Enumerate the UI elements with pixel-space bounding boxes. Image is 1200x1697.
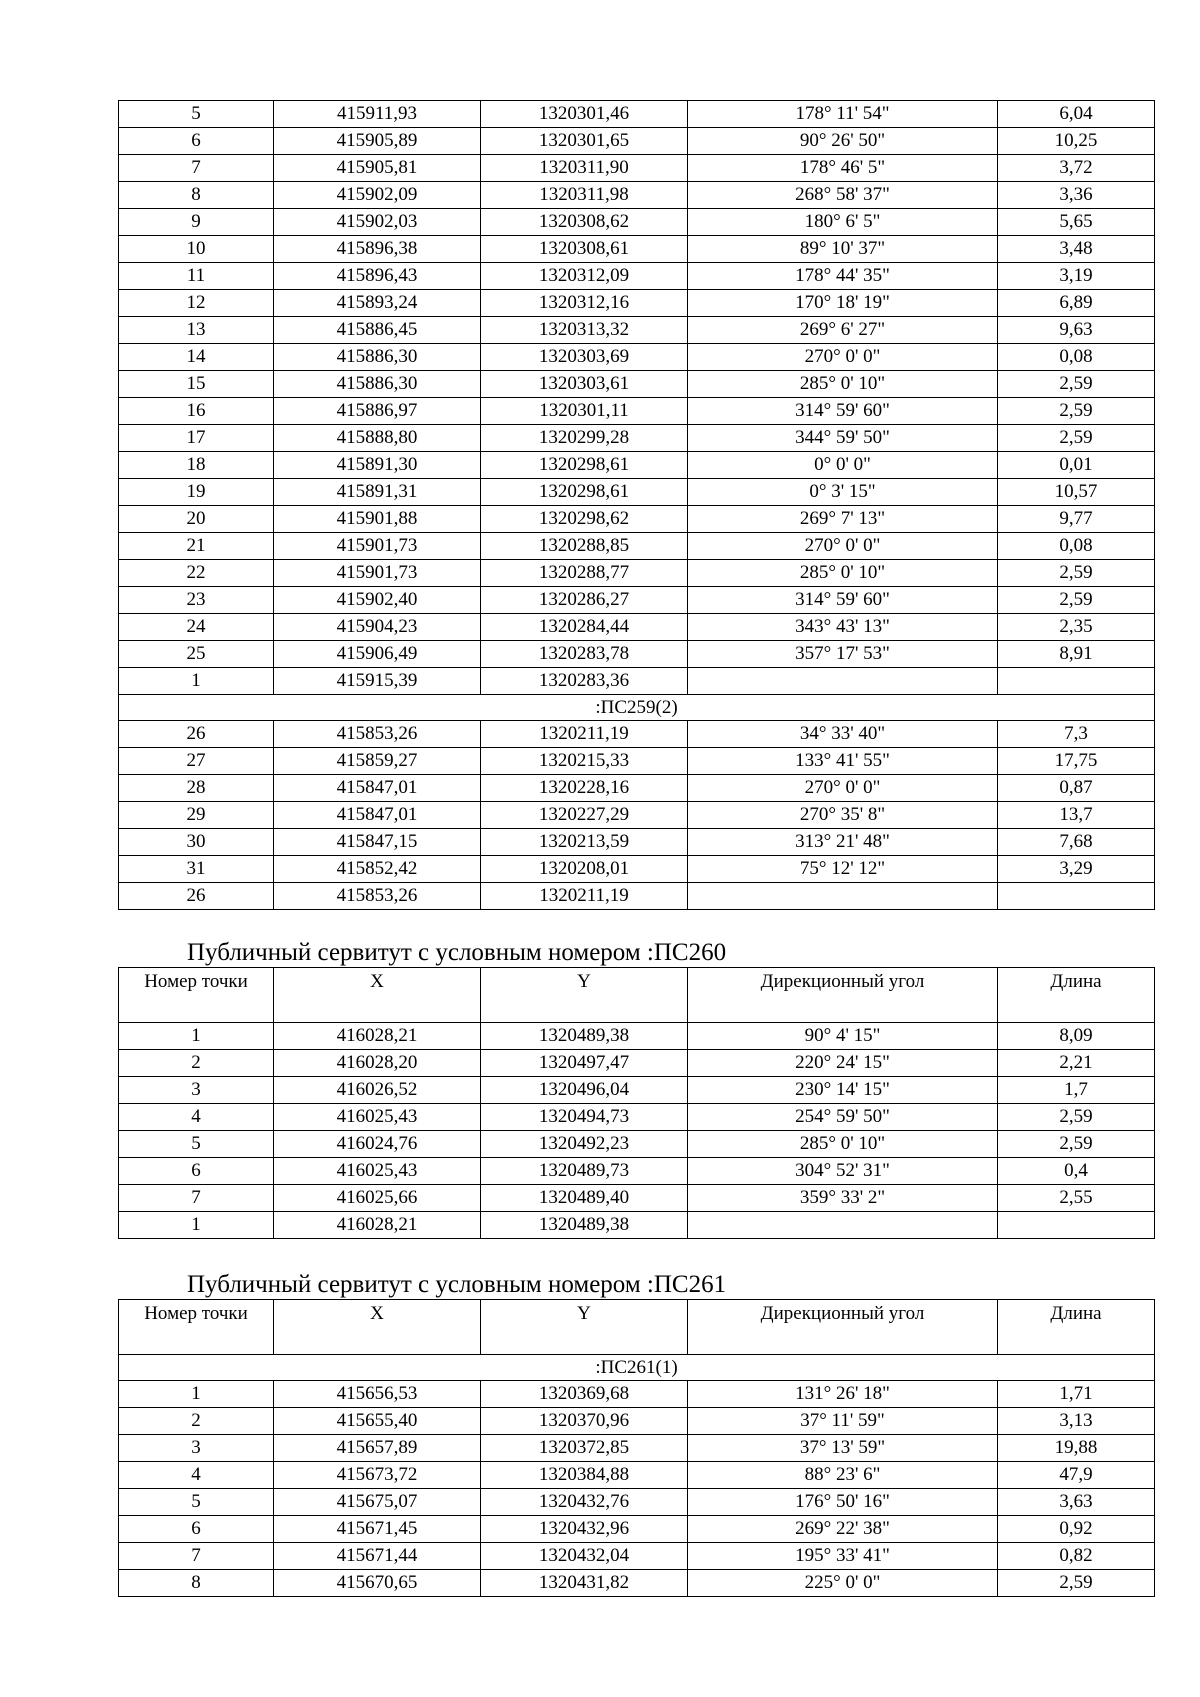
direction-angle-cell: 270° 0' 0"	[688, 533, 998, 560]
x-coordinate-cell: 415886,30	[274, 371, 481, 398]
point-number-cell: 18	[119, 452, 274, 479]
table-header-row	[119, 1300, 1155, 1355]
direction-angle-cell: 178° 46' 5"	[688, 155, 998, 182]
direction-angle-cell: 314° 59' 60"	[688, 398, 998, 425]
x-coordinate-cell: 416025,66	[274, 1185, 481, 1212]
y-coordinate-cell: 1320312,09	[481, 263, 688, 290]
length-cell: 0,08	[998, 533, 1155, 560]
header-y: Y	[481, 1300, 688, 1355]
direction-angle-cell: 90° 26' 50"	[688, 128, 998, 155]
table-row	[119, 560, 1155, 587]
direction-angle-cell: 0° 3' 15"	[688, 479, 998, 506]
direction-angle-cell: 230° 14' 15"	[688, 1077, 998, 1104]
direction-angle-cell: 344° 59' 50"	[688, 425, 998, 452]
header-point-number: Номер точки	[119, 1300, 274, 1355]
y-coordinate-cell: 1320211,19	[481, 883, 688, 910]
x-coordinate-cell: 415901,88	[274, 506, 481, 533]
length-cell: 3,13	[998, 1408, 1155, 1435]
point-number-cell: 20	[119, 506, 274, 533]
length-cell: 7,68	[998, 829, 1155, 856]
y-coordinate-cell: 1320283,36	[481, 668, 688, 695]
length-cell: 3,19	[998, 263, 1155, 290]
point-number-cell: 31	[119, 856, 274, 883]
coordinates-table-ps259-continued	[118, 100, 1155, 910]
direction-angle-cell: 269° 7' 13"	[688, 506, 998, 533]
table-body-rows	[119, 1023, 1155, 1239]
direction-angle-cell: 88° 23' 6"	[688, 1462, 998, 1489]
point-number-cell: 15	[119, 371, 274, 398]
length-cell: 2,21	[998, 1050, 1155, 1077]
table-body-rows-b	[119, 721, 1155, 910]
x-coordinate-cell: 415847,01	[274, 775, 481, 802]
length-cell: 6,04	[998, 101, 1155, 128]
x-coordinate-cell: 415656,53	[274, 1381, 481, 1408]
direction-angle-cell: 269° 6' 27"	[688, 317, 998, 344]
point-number-cell: 9	[119, 209, 274, 236]
header-direction-angle: Дирекционный угол	[688, 1300, 998, 1355]
x-coordinate-cell: 415671,45	[274, 1516, 481, 1543]
x-coordinate-cell: 415888,80	[274, 425, 481, 452]
direction-angle-cell: 313° 21' 48"	[688, 829, 998, 856]
length-cell: 2,59	[998, 371, 1155, 398]
point-number-cell: 6	[119, 128, 274, 155]
point-number-cell: 23	[119, 587, 274, 614]
table-row	[119, 506, 1155, 533]
y-coordinate-cell: 1320308,61	[481, 236, 688, 263]
length-cell: 3,36	[998, 182, 1155, 209]
point-number-cell: 3	[119, 1435, 274, 1462]
table-row	[119, 479, 1155, 506]
x-coordinate-cell: 415852,42	[274, 856, 481, 883]
length-cell: 2,55	[998, 1185, 1155, 1212]
y-coordinate-cell: 1320308,62	[481, 209, 688, 236]
x-coordinate-cell: 415847,15	[274, 829, 481, 856]
x-coordinate-cell: 415673,72	[274, 1462, 481, 1489]
x-coordinate-cell: 415853,26	[274, 883, 481, 910]
table-row	[119, 101, 1155, 128]
direction-angle-cell: 357° 17' 53"	[688, 641, 998, 668]
table-row	[119, 344, 1155, 371]
table-row	[119, 856, 1155, 883]
x-coordinate-cell: 416025,43	[274, 1104, 481, 1131]
direction-angle-cell: 75° 12' 12"	[688, 856, 998, 883]
x-coordinate-cell: 415904,23	[274, 614, 481, 641]
table-row	[119, 1158, 1155, 1185]
direction-angle-cell: 37° 13' 59"	[688, 1435, 998, 1462]
length-cell: 0,82	[998, 1543, 1155, 1570]
y-coordinate-cell: 1320312,16	[481, 290, 688, 317]
length-cell	[998, 1212, 1155, 1239]
x-coordinate-cell: 415896,43	[274, 263, 481, 290]
x-coordinate-cell: 415853,26	[274, 721, 481, 748]
y-coordinate-cell: 1320489,73	[481, 1158, 688, 1185]
point-number-cell: 7	[119, 1185, 274, 1212]
header-direction-angle: Дирекционный угол	[688, 968, 998, 1023]
direction-angle-cell: 176° 50' 16"	[688, 1489, 998, 1516]
direction-angle-cell: 359° 33' 2"	[688, 1185, 998, 1212]
y-coordinate-cell: 1320288,85	[481, 533, 688, 560]
point-number-cell: 19	[119, 479, 274, 506]
point-number-cell: 17	[119, 425, 274, 452]
y-coordinate-cell: 1320489,38	[481, 1023, 688, 1050]
table-row	[119, 371, 1155, 398]
y-coordinate-cell: 1320313,32	[481, 317, 688, 344]
table-row	[119, 1408, 1155, 1435]
table-row	[119, 775, 1155, 802]
table-row	[119, 1050, 1155, 1077]
length-cell: 17,75	[998, 748, 1155, 775]
x-coordinate-cell: 416025,43	[274, 1158, 481, 1185]
x-coordinate-cell: 416024,76	[274, 1131, 481, 1158]
x-coordinate-cell: 415891,31	[274, 479, 481, 506]
direction-angle-cell: 37° 11' 59"	[688, 1408, 998, 1435]
point-number-cell: 26	[119, 883, 274, 910]
point-number-cell: 6	[119, 1158, 274, 1185]
y-coordinate-cell: 1320301,65	[481, 128, 688, 155]
point-number-cell: 4	[119, 1104, 274, 1131]
point-number-cell: 3	[119, 1077, 274, 1104]
y-coordinate-cell: 1320211,19	[481, 721, 688, 748]
x-coordinate-cell: 415891,30	[274, 452, 481, 479]
point-number-cell: 14	[119, 344, 274, 371]
point-number-cell: 21	[119, 533, 274, 560]
direction-angle-cell: 268° 58' 37"	[688, 182, 998, 209]
direction-angle-cell: 343° 43' 13"	[688, 614, 998, 641]
direction-angle-cell: 90° 4' 15"	[688, 1023, 998, 1050]
table-row	[119, 748, 1155, 775]
length-cell: 3,63	[998, 1489, 1155, 1516]
coordinates-table-ps261	[118, 1299, 1155, 1597]
table-subheader-row	[119, 695, 1155, 721]
table-row	[119, 802, 1155, 829]
point-number-cell: 1	[119, 668, 274, 695]
x-coordinate-cell: 415847,01	[274, 802, 481, 829]
y-coordinate-cell: 1320311,98	[481, 182, 688, 209]
point-number-cell: 30	[119, 829, 274, 856]
y-coordinate-cell: 1320283,78	[481, 641, 688, 668]
table-row	[119, 1516, 1155, 1543]
direction-angle-cell: 270° 0' 0"	[688, 775, 998, 802]
length-cell: 6,89	[998, 290, 1155, 317]
x-coordinate-cell: 416026,52	[274, 1077, 481, 1104]
table-row	[119, 883, 1155, 910]
subheader-ps259-2: :ПС259(2)	[119, 695, 1155, 721]
direction-angle-cell: 314° 59' 60"	[688, 587, 998, 614]
y-coordinate-cell: 1320288,77	[481, 560, 688, 587]
table-row	[119, 533, 1155, 560]
y-coordinate-cell: 1320303,69	[481, 344, 688, 371]
subheader-ps261-1: :ПС261(1)	[119, 1355, 1155, 1381]
length-cell: 3,72	[998, 155, 1155, 182]
header-y: Y	[481, 968, 688, 1023]
direction-angle-cell: 0° 0' 0"	[688, 452, 998, 479]
point-number-cell: 8	[119, 1570, 274, 1597]
y-coordinate-cell: 1320299,28	[481, 425, 688, 452]
x-coordinate-cell: 415906,49	[274, 641, 481, 668]
table-row	[119, 1212, 1155, 1239]
y-coordinate-cell: 1320370,96	[481, 1408, 688, 1435]
length-cell: 19,88	[998, 1435, 1155, 1462]
length-cell	[998, 883, 1155, 910]
x-coordinate-cell: 415657,89	[274, 1435, 481, 1462]
table-row	[119, 1104, 1155, 1131]
x-coordinate-cell: 415905,89	[274, 128, 481, 155]
x-coordinate-cell: 415901,73	[274, 533, 481, 560]
y-coordinate-cell: 1320384,88	[481, 1462, 688, 1489]
table-row	[119, 829, 1155, 856]
point-number-cell: 28	[119, 775, 274, 802]
x-coordinate-cell: 415655,40	[274, 1408, 481, 1435]
point-number-cell: 26	[119, 721, 274, 748]
direction-angle-cell: 170° 18' 19"	[688, 290, 998, 317]
direction-angle-cell	[688, 1212, 998, 1239]
length-cell: 2,59	[998, 587, 1155, 614]
point-number-cell: 10	[119, 236, 274, 263]
table-body-rows	[119, 1381, 1155, 1597]
point-number-cell: 13	[119, 317, 274, 344]
header-length: Длина	[998, 1300, 1155, 1355]
header-length: Длина	[998, 968, 1155, 1023]
direction-angle-cell: 178° 44' 35"	[688, 263, 998, 290]
point-number-cell: 11	[119, 263, 274, 290]
length-cell: 2,59	[998, 560, 1155, 587]
table-row	[119, 425, 1155, 452]
table-row	[119, 1023, 1155, 1050]
y-coordinate-cell: 1320431,82	[481, 1570, 688, 1597]
length-cell	[998, 668, 1155, 695]
point-number-cell: 4	[119, 1462, 274, 1489]
y-coordinate-cell: 1320497,47	[481, 1050, 688, 1077]
length-cell: 5,65	[998, 209, 1155, 236]
length-cell: 7,3	[998, 721, 1155, 748]
y-coordinate-cell: 1320301,46	[481, 101, 688, 128]
table-row	[119, 209, 1155, 236]
x-coordinate-cell: 415905,81	[274, 155, 481, 182]
y-coordinate-cell: 1320369,68	[481, 1381, 688, 1408]
direction-angle-cell: 270° 0' 0"	[688, 344, 998, 371]
x-coordinate-cell: 416028,20	[274, 1050, 481, 1077]
direction-angle-cell: 269° 22' 38"	[688, 1516, 998, 1543]
y-coordinate-cell: 1320298,62	[481, 506, 688, 533]
length-cell: 3,48	[998, 236, 1155, 263]
header-point-number: Номер точки	[119, 968, 274, 1023]
point-number-cell: 2	[119, 1408, 274, 1435]
direction-angle-cell: 34° 33' 40"	[688, 721, 998, 748]
point-number-cell: 1	[119, 1023, 274, 1050]
y-coordinate-cell: 1320432,04	[481, 1543, 688, 1570]
table-row	[119, 452, 1155, 479]
coordinates-table-ps260	[118, 967, 1155, 1239]
x-coordinate-cell: 415670,65	[274, 1570, 481, 1597]
direction-angle-cell: 270° 35' 8"	[688, 802, 998, 829]
y-coordinate-cell: 1320301,11	[481, 398, 688, 425]
direction-angle-cell	[688, 668, 998, 695]
direction-angle-cell: 285° 0' 10"	[688, 1131, 998, 1158]
table-row	[119, 668, 1155, 695]
x-coordinate-cell: 415901,73	[274, 560, 481, 587]
length-cell: 0,87	[998, 775, 1155, 802]
header-x: X	[274, 968, 481, 1023]
point-number-cell: 8	[119, 182, 274, 209]
y-coordinate-cell: 1320298,61	[481, 479, 688, 506]
y-coordinate-cell: 1320496,04	[481, 1077, 688, 1104]
point-number-cell: 5	[119, 1131, 274, 1158]
length-cell: 9,63	[998, 317, 1155, 344]
length-cell: 2,35	[998, 614, 1155, 641]
table-subheader-row	[119, 1355, 1155, 1381]
y-coordinate-cell: 1320489,38	[481, 1212, 688, 1239]
table-header-row	[119, 968, 1155, 1023]
x-coordinate-cell: 415886,45	[274, 317, 481, 344]
x-coordinate-cell: 415915,39	[274, 668, 481, 695]
length-cell: 8,91	[998, 641, 1155, 668]
point-number-cell: 1	[119, 1212, 274, 1239]
x-coordinate-cell: 416028,21	[274, 1212, 481, 1239]
table-row	[119, 721, 1155, 748]
header-x: X	[274, 1300, 481, 1355]
table-row	[119, 1570, 1155, 1597]
x-coordinate-cell: 416028,21	[274, 1023, 481, 1050]
x-coordinate-cell: 415671,44	[274, 1543, 481, 1570]
point-number-cell: 27	[119, 748, 274, 775]
direction-angle-cell: 285° 0' 10"	[688, 560, 998, 587]
point-number-cell: 16	[119, 398, 274, 425]
table-body-rows-a	[119, 101, 1155, 695]
x-coordinate-cell: 415859,27	[274, 748, 481, 775]
length-cell: 0,01	[998, 452, 1155, 479]
y-coordinate-cell: 1320298,61	[481, 452, 688, 479]
direction-angle-cell: 180° 6' 5"	[688, 209, 998, 236]
length-cell: 2,59	[998, 1104, 1155, 1131]
length-cell: 2,59	[998, 398, 1155, 425]
table-row	[119, 1543, 1155, 1570]
y-coordinate-cell: 1320303,61	[481, 371, 688, 398]
length-cell: 1,71	[998, 1381, 1155, 1408]
table-row	[119, 1131, 1155, 1158]
x-coordinate-cell: 415893,24	[274, 290, 481, 317]
length-cell: 2,59	[998, 1570, 1155, 1597]
y-coordinate-cell: 1320372,85	[481, 1435, 688, 1462]
length-cell: 8,09	[998, 1023, 1155, 1050]
direction-angle-cell: 133° 41' 55"	[688, 748, 998, 775]
length-cell: 3,29	[998, 856, 1155, 883]
length-cell: 13,7	[998, 802, 1155, 829]
direction-angle-cell: 304° 52' 31"	[688, 1158, 998, 1185]
y-coordinate-cell: 1320208,01	[481, 856, 688, 883]
direction-angle-cell: 254° 59' 50"	[688, 1104, 998, 1131]
length-cell: 1,7	[998, 1077, 1155, 1104]
x-coordinate-cell: 415886,30	[274, 344, 481, 371]
point-number-cell: 7	[119, 1543, 274, 1570]
direction-angle-cell: 89° 10' 37"	[688, 236, 998, 263]
direction-angle-cell: 178° 11' 54"	[688, 101, 998, 128]
x-coordinate-cell: 415902,40	[274, 587, 481, 614]
point-number-cell: 5	[119, 101, 274, 128]
direction-angle-cell: 220° 24' 15"	[688, 1050, 998, 1077]
length-cell: 10,57	[998, 479, 1155, 506]
point-number-cell: 12	[119, 290, 274, 317]
section-title-ps260: Публичный сервитут с условным номером :ПС260	[187, 939, 727, 966]
y-coordinate-cell: 1320492,23	[481, 1131, 688, 1158]
table-row	[119, 1077, 1155, 1104]
length-cell: 0,4	[998, 1158, 1155, 1185]
y-coordinate-cell: 1320213,59	[481, 829, 688, 856]
point-number-cell: 29	[119, 802, 274, 829]
y-coordinate-cell: 1320284,44	[481, 614, 688, 641]
x-coordinate-cell: 415902,03	[274, 209, 481, 236]
x-coordinate-cell: 415896,38	[274, 236, 481, 263]
length-cell: 10,25	[998, 128, 1155, 155]
direction-angle-cell: 195° 33' 41"	[688, 1543, 998, 1570]
length-cell: 0,08	[998, 344, 1155, 371]
y-coordinate-cell: 1320489,40	[481, 1185, 688, 1212]
table-row	[119, 317, 1155, 344]
table-row	[119, 1435, 1155, 1462]
x-coordinate-cell: 415902,09	[274, 182, 481, 209]
y-coordinate-cell: 1320215,33	[481, 748, 688, 775]
y-coordinate-cell: 1320311,90	[481, 155, 688, 182]
x-coordinate-cell: 415911,93	[274, 101, 481, 128]
x-coordinate-cell: 415886,97	[274, 398, 481, 425]
length-cell: 2,59	[998, 1131, 1155, 1158]
y-coordinate-cell: 1320228,16	[481, 775, 688, 802]
length-cell: 0,92	[998, 1516, 1155, 1543]
point-number-cell: 5	[119, 1489, 274, 1516]
table-row	[119, 236, 1155, 263]
table-row	[119, 641, 1155, 668]
y-coordinate-cell: 1320432,76	[481, 1489, 688, 1516]
y-coordinate-cell: 1320286,27	[481, 587, 688, 614]
table-subheader-group	[119, 695, 1155, 721]
table-row	[119, 1489, 1155, 1516]
point-number-cell: 25	[119, 641, 274, 668]
length-cell: 9,77	[998, 506, 1155, 533]
table-row	[119, 587, 1155, 614]
table-row	[119, 263, 1155, 290]
direction-angle-cell: 225° 0' 0"	[688, 1570, 998, 1597]
table-row	[119, 1462, 1155, 1489]
table-row	[119, 614, 1155, 641]
point-number-cell: 1	[119, 1381, 274, 1408]
section-title-ps261: Публичный сервитут с условным номером :ПС261	[187, 1271, 727, 1298]
x-coordinate-cell: 415675,07	[274, 1489, 481, 1516]
table-row	[119, 1185, 1155, 1212]
point-number-cell: 2	[119, 1050, 274, 1077]
y-coordinate-cell: 1320432,96	[481, 1516, 688, 1543]
table-row	[119, 182, 1155, 209]
length-cell: 47,9	[998, 1462, 1155, 1489]
table-row	[119, 128, 1155, 155]
table-row	[119, 398, 1155, 425]
direction-angle-cell	[688, 883, 998, 910]
table-row	[119, 1381, 1155, 1408]
y-coordinate-cell: 1320494,73	[481, 1104, 688, 1131]
table-row	[119, 155, 1155, 182]
point-number-cell: 7	[119, 155, 274, 182]
point-number-cell: 22	[119, 560, 274, 587]
point-number-cell: 6	[119, 1516, 274, 1543]
y-coordinate-cell: 1320227,29	[481, 802, 688, 829]
direction-angle-cell: 285° 0' 10"	[688, 371, 998, 398]
length-cell: 2,59	[998, 425, 1155, 452]
table-row	[119, 290, 1155, 317]
direction-angle-cell: 131° 26' 18"	[688, 1381, 998, 1408]
point-number-cell: 24	[119, 614, 274, 641]
